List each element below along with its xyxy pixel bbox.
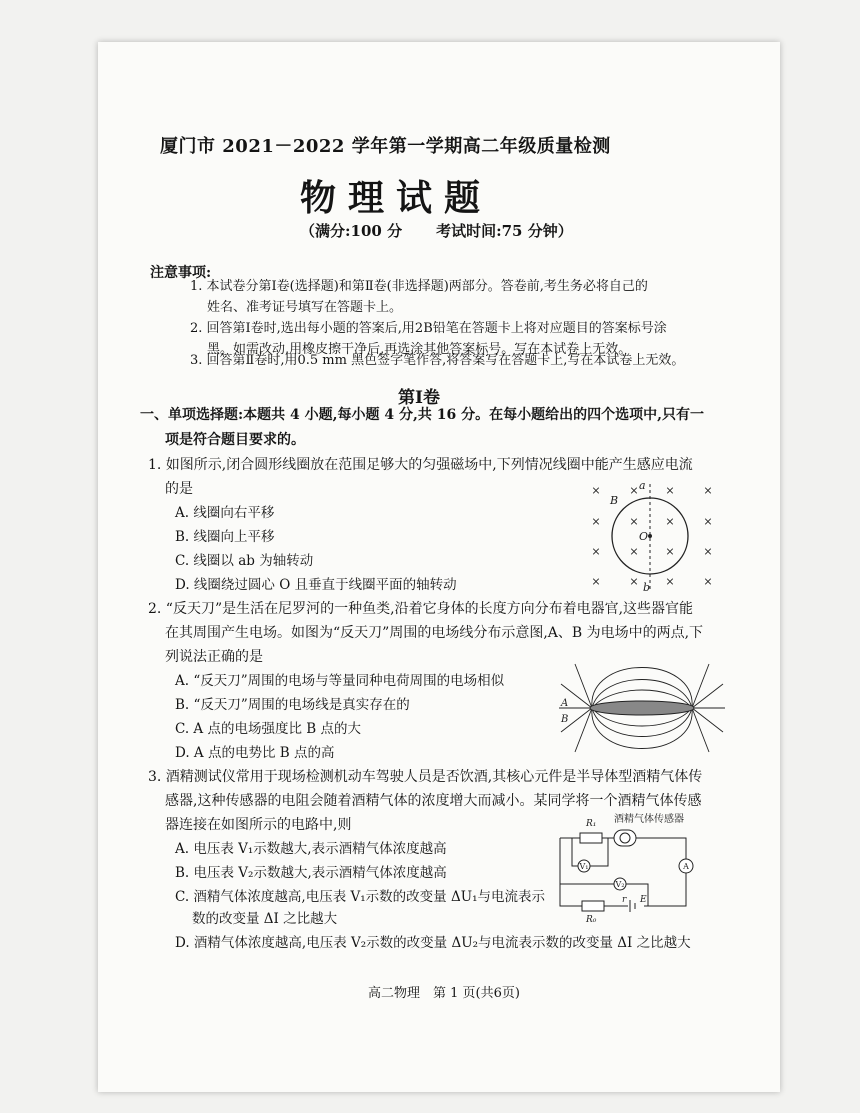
field-mark: × — [629, 575, 639, 588]
field-mark: × — [591, 515, 601, 528]
part-instructions: 一、单项选择题:本题共 4 小题,每小题 4 分,共 16 分。在每小题给出的四个选项中,只有一 — [140, 407, 704, 423]
label-B: B — [610, 494, 619, 507]
notice-item: 黑。如需改动,用橡皮擦干净后,再选涂其他答案标号。写在本试卷上无效。 — [207, 342, 632, 357]
option-b: B. 线圈向上平移 — [175, 529, 275, 545]
field-mark: × — [703, 484, 713, 497]
question-stem: 列说法正确的是 — [165, 649, 263, 665]
field-mark: × — [665, 575, 675, 588]
coil-center — [648, 534, 652, 538]
field-mark: × — [665, 545, 675, 558]
option-a: A. “反天刀”周围的电场与等量同种电荷周围的电场相似 — [175, 673, 505, 689]
question-stem: 在其周围产生电场。如图为“反天刀”周围的电场线分布示意图,A、B 为电场中的两点,下 — [165, 625, 704, 641]
magnetic-field-figure — [582, 478, 722, 593]
score-info: （满分:100 分 — [300, 222, 403, 240]
field-mark: × — [591, 545, 601, 558]
notice-item: 2. 回答第Ⅰ卷时,选出每小题的答案后,用2B铅笔在答题卡上将对应题目的答案标号涂 — [190, 321, 667, 336]
label-r0: R₀ — [586, 915, 597, 925]
label-v2: V₂ — [615, 880, 625, 889]
label-r: r — [622, 895, 627, 905]
field-mark: × — [703, 515, 713, 528]
option-b: B. 电压表 V₂示数越大,表示酒精气体浓度越高 — [175, 865, 447, 881]
notice-heading: 注意事项: — [150, 265, 212, 281]
field-mark: × — [591, 484, 601, 497]
question-stem: 器连接在如图所示的电路中,则 — [165, 817, 352, 833]
exam-info — [300, 220, 607, 241]
option-a: A. 电压表 V₁示数越大,表示酒精气体浓度越高 — [175, 841, 447, 857]
label-v1: V₁ — [579, 862, 589, 871]
resistor-r1 — [580, 833, 602, 843]
label-A: A — [561, 698, 569, 709]
label-ammeter: A — [683, 862, 689, 871]
question-stem: 的是 — [165, 481, 193, 497]
field-mark: × — [629, 484, 639, 497]
resistor-r0 — [582, 901, 604, 911]
field-mark: × — [629, 545, 639, 558]
label-a: a — [639, 479, 646, 492]
notice-item: 1. 本试卷分第Ⅰ卷(选择题)和第Ⅱ卷(非选择题)两部分。答卷前,考生务必将自己的 — [190, 279, 648, 294]
section-title: 第Ⅰ卷 — [398, 388, 440, 408]
notice-item: 3. 回答第Ⅱ卷时,用0.5 mm 黑色签字笔作答,将答案写在答题卡上,写在本试卷上无效。 — [190, 353, 685, 368]
part-instructions: 项是符合题目要求的。 — [165, 432, 305, 448]
field-mark: × — [665, 484, 675, 497]
question-stem: 1. 如图所示,闭合圆形线圈放在范围足够大的匀强磁场中,下列情况线圈中能产生感应电流 — [148, 457, 693, 473]
option-a: A. 线圈向右平移 — [175, 505, 275, 521]
time-info: 考试时间:75 分钟） — [436, 222, 573, 240]
label-O: O — [639, 530, 649, 543]
sensor-label: 酒精气体传感器 — [614, 814, 684, 825]
field-mark: × — [591, 575, 601, 588]
subject-title: 物理试题 — [300, 177, 493, 219]
label-B: B — [561, 714, 569, 725]
label-b: b — [643, 581, 651, 594]
label-r1: R₁ — [586, 819, 597, 829]
label-E: E — [640, 895, 647, 905]
field-mark: × — [703, 545, 713, 558]
field-mark: × — [665, 515, 675, 528]
notice-item: 姓名、准考证号填写在答题卡上。 — [207, 300, 403, 315]
question-stem: 2. “反天刀”是生活在尼罗河的一种鱼类,沿着它身体的长度方向分布着电器官,这些器官能 — [148, 601, 694, 617]
fish-body — [590, 701, 694, 715]
exam-title: 厦门市 2021－2022 学年第一学期高二年级质量检测 — [160, 136, 611, 157]
field-mark: × — [703, 575, 713, 588]
question-stem: 感器,这种传感器的电阻会随着酒精气体的浓度增大而减小。某同学将一个酒精气体传感 — [165, 793, 702, 809]
option-c: C. A 点的电场强度比 B 点的大 — [175, 721, 361, 737]
option-b: B. “反天刀”周围的电场线是真实存在的 — [175, 697, 410, 713]
option-d: D. A 点的电势比 B 点的高 — [175, 745, 335, 761]
option-c: C. 酒精气体浓度越高,电压表 V₁示数的改变量 ΔU₁与电流表示 — [175, 889, 546, 905]
option-d: D. 线圈绕过圆心 O 且垂直于线圈平面的轴转动 — [175, 577, 457, 593]
option-d: D. 酒精气体浓度越高,电压表 V₂示数的改变量 ΔU₂与电流表示数的改变量 ΔI 之比越大 — [175, 935, 691, 951]
electric-field-figure — [557, 654, 727, 762]
field-mark: × — [629, 515, 639, 528]
circuit-figure — [552, 810, 712, 925]
question-stem: 3. 酒精测试仪常用于现场检测机动车驾驶人员是否饮酒,其核心元件是半导体型酒精气体传 — [148, 769, 703, 785]
option-c-cont: 数的改变量 ΔI 之比越大 — [192, 911, 338, 927]
page-footer: 高二物理 第 1 页(共6页) — [368, 986, 520, 1001]
option-c: C. 线圈以 ab 为轴转动 — [175, 553, 314, 569]
